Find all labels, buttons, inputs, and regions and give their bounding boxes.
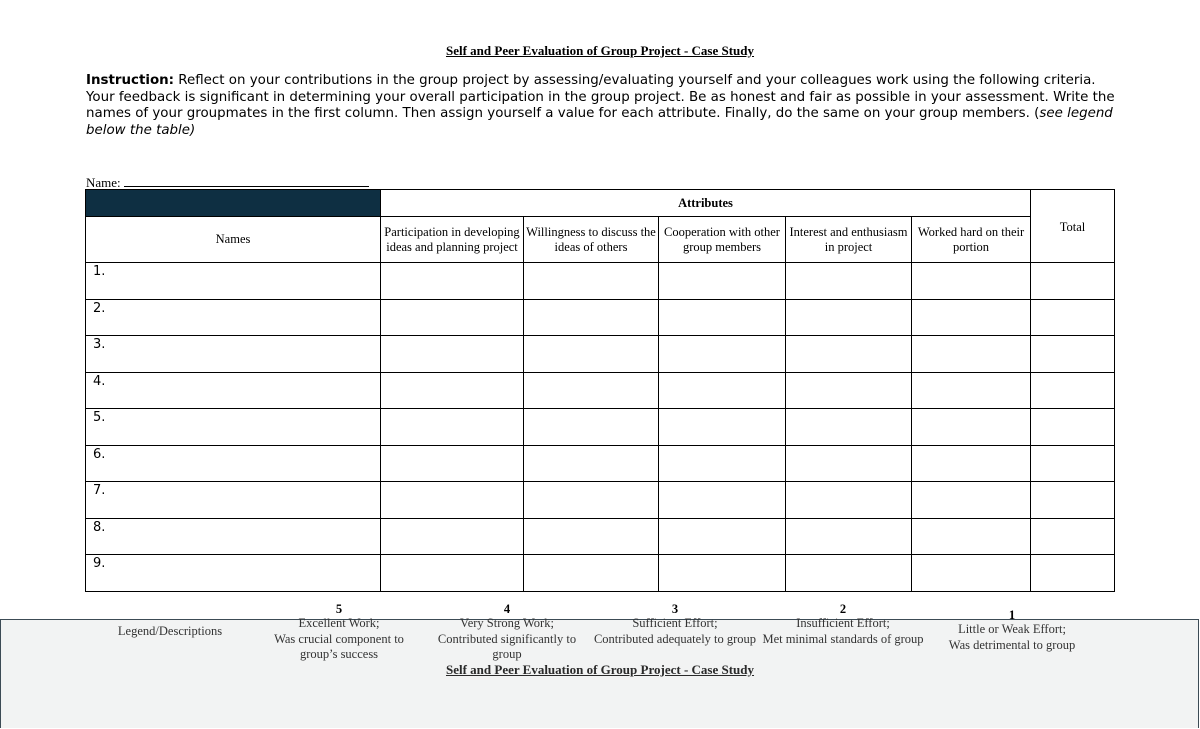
legend-level-1 xyxy=(927,608,1097,653)
score-cell[interactable] xyxy=(381,372,524,409)
score-cell[interactable] xyxy=(912,263,1031,300)
legend-description: Contributed significantly to group xyxy=(437,631,577,661)
name-blank-line[interactable] xyxy=(124,174,369,187)
score-cell[interactable] xyxy=(381,518,524,555)
legend-description: Met minimal standards of group xyxy=(762,631,924,646)
score-cell[interactable] xyxy=(524,299,659,336)
total-header: Total xyxy=(1031,190,1115,263)
score-cell[interactable] xyxy=(912,518,1031,555)
score-cell[interactable] xyxy=(381,263,524,300)
row-number[interactable]: 6. xyxy=(86,445,381,482)
score-cell[interactable] xyxy=(381,482,524,519)
legend-level-4 xyxy=(422,602,592,663)
legend-level-5 xyxy=(254,602,424,663)
total-cell[interactable] xyxy=(1031,409,1115,446)
table-row xyxy=(86,372,1115,409)
legend-level-2 xyxy=(758,602,928,647)
table-row xyxy=(86,336,1115,373)
total-cell[interactable] xyxy=(1031,336,1115,373)
row-number[interactable]: 7. xyxy=(86,482,381,519)
legend-description: Contributed adequately to group xyxy=(593,631,757,646)
total-cell[interactable] xyxy=(1031,482,1115,519)
score-cell[interactable] xyxy=(659,263,786,300)
score-cell[interactable] xyxy=(786,555,912,592)
score-cell[interactable] xyxy=(912,555,1031,592)
row-number[interactable]: 1. xyxy=(86,263,381,300)
attribute-header: Interest and enthusiasm in project xyxy=(786,217,912,263)
total-cell[interactable] xyxy=(1031,555,1115,592)
row-number[interactable]: 9. xyxy=(86,555,381,592)
attribute-header: Participation in developing ideas and planning project xyxy=(381,217,524,263)
score-cell[interactable] xyxy=(912,445,1031,482)
score-cell[interactable] xyxy=(524,372,659,409)
legend-description: Was crucial component to group’s success xyxy=(274,631,404,661)
score-cell[interactable] xyxy=(659,555,786,592)
score-cell[interactable] xyxy=(524,555,659,592)
score-cell[interactable] xyxy=(659,445,786,482)
total-cell[interactable] xyxy=(1031,299,1115,336)
legend-score: 1 xyxy=(1008,608,1016,622)
document-title: Self and Peer Evaluation of Group Project - Case Study xyxy=(445,43,755,58)
score-cell[interactable] xyxy=(786,482,912,519)
table-row xyxy=(86,482,1115,519)
score-cell[interactable] xyxy=(381,409,524,446)
row-number[interactable]: 5. xyxy=(86,409,381,446)
legend-title: Sufficient Effort; xyxy=(632,616,718,630)
row-number[interactable]: 4. xyxy=(86,372,381,409)
row-number[interactable]: 8. xyxy=(86,518,381,555)
score-cell[interactable] xyxy=(524,482,659,519)
score-cell[interactable] xyxy=(524,445,659,482)
score-cell[interactable] xyxy=(659,336,786,373)
score-cell[interactable] xyxy=(381,336,524,373)
legend-title: Insufficient Effort; xyxy=(796,616,890,630)
attribute-header: Willingness to discuss the ideas of others xyxy=(524,217,659,263)
table-row xyxy=(86,445,1115,482)
table-row xyxy=(86,518,1115,555)
score-cell[interactable] xyxy=(786,445,912,482)
score-cell[interactable] xyxy=(381,299,524,336)
score-cell[interactable] xyxy=(786,518,912,555)
legend-score: 2 xyxy=(839,602,847,616)
score-cell[interactable] xyxy=(659,409,786,446)
table-row xyxy=(86,555,1115,592)
legend-score: 4 xyxy=(503,602,511,616)
score-cell[interactable] xyxy=(786,409,912,446)
legend-score: 3 xyxy=(671,602,679,616)
score-cell[interactable] xyxy=(786,336,912,373)
score-cell[interactable] xyxy=(524,518,659,555)
score-cell[interactable] xyxy=(659,299,786,336)
legend-title: Little or Weak Effort; xyxy=(958,622,1066,636)
legend-label: Legend/Descriptions xyxy=(117,624,223,638)
table-row xyxy=(86,409,1115,446)
score-cell[interactable] xyxy=(912,409,1031,446)
score-cell[interactable] xyxy=(524,409,659,446)
table-row xyxy=(86,299,1115,336)
score-cell[interactable] xyxy=(659,482,786,519)
total-cell[interactable] xyxy=(1031,372,1115,409)
score-cell[interactable] xyxy=(659,518,786,555)
score-cell[interactable] xyxy=(659,372,786,409)
score-cell[interactable] xyxy=(786,299,912,336)
score-cell[interactable] xyxy=(524,263,659,300)
score-cell[interactable] xyxy=(912,482,1031,519)
table-header-row-criteria xyxy=(86,217,1115,263)
score-cell[interactable] xyxy=(912,299,1031,336)
score-cell[interactable] xyxy=(912,372,1031,409)
row-number[interactable]: 3. xyxy=(86,336,381,373)
evaluation-table xyxy=(85,189,1115,592)
score-cell[interactable] xyxy=(524,336,659,373)
attribute-header: Worked hard on their portion xyxy=(912,217,1031,263)
row-number[interactable]: 2. xyxy=(86,299,381,336)
header-dark-cell xyxy=(86,190,381,217)
score-cell[interactable] xyxy=(912,336,1031,373)
total-cell[interactable] xyxy=(1031,518,1115,555)
instruction-text: Reflect on your contributions in the group project by assessing/evaluating yourself and your colleagues work using the following criteria. Your feedback is significant in determining your overall participation in the group project. Be as honest and fair as possible in your assessment. Write the names of your groupmates in the first column. Then assign yourself a value for each attribute. Finally, do the same on your group members. ( xyxy=(86,73,1115,121)
score-cell[interactable] xyxy=(786,372,912,409)
total-cell[interactable] xyxy=(1031,263,1115,300)
names-header: Names xyxy=(86,217,381,263)
footer-title: Self and Peer Evaluation of Group Project - Case Study xyxy=(445,662,755,677)
attributes-header: Attributes xyxy=(381,190,1031,217)
name-label: Name: xyxy=(86,175,121,190)
instruction-paragraph xyxy=(86,73,1118,139)
legend-title: Excellent Work; xyxy=(298,616,380,630)
legend-score: 5 xyxy=(335,602,343,616)
score-cell[interactable] xyxy=(381,445,524,482)
total-cell[interactable] xyxy=(1031,445,1115,482)
score-cell[interactable] xyxy=(381,555,524,592)
legend-description: Was detrimental to group xyxy=(948,637,1076,652)
legend-level-3 xyxy=(590,602,760,647)
score-cell[interactable] xyxy=(786,263,912,300)
table-header-row-attributes xyxy=(86,190,1115,217)
attribute-header: Cooperation with other group members xyxy=(659,217,786,263)
legend-title: Very Strong Work; xyxy=(460,616,554,630)
table-row xyxy=(86,263,1115,300)
instruction-italic-note: see legend below the table) xyxy=(86,106,1113,138)
instruction-label: Instruction: xyxy=(86,73,175,88)
